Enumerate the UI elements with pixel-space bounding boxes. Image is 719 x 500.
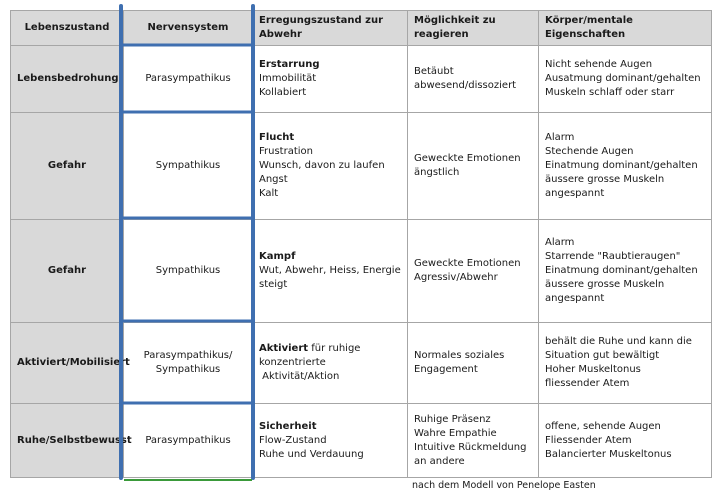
reaction-text: ängstlich — [414, 167, 460, 178]
body-text: fliessender Atem — [545, 378, 630, 389]
table-row — [11, 113, 712, 220]
nerv-cell — [124, 113, 253, 220]
arousal-text: Angst — [259, 174, 288, 185]
table-header-row — [11, 11, 712, 46]
body-text: offene, sehende Augen — [545, 420, 661, 432]
body-text: Balancierter Muskeltonus — [545, 448, 672, 460]
arousal-heading: Sicherheit — [259, 420, 317, 432]
body-text: Einatmung dominant/gehalten — [545, 160, 698, 171]
body-cell — [539, 113, 712, 220]
body-text: angespannt — [545, 293, 605, 304]
arousal-text: Frustration — [259, 146, 313, 157]
body-text: Ausatmung dominant/gehalten — [545, 73, 701, 84]
reaction-text: Ruhige Präsenz — [414, 413, 491, 425]
body-text: Einatmung dominant/gehalten — [545, 265, 698, 276]
reaction-text: Engagement — [414, 364, 478, 375]
reaction-cell — [408, 46, 539, 113]
header-erregungszustand: Erregungszustand zur Abwehr — [253, 11, 408, 46]
reaction-cell — [408, 220, 539, 323]
green-bottom-line — [124, 479, 252, 481]
body-text: äussere grosse Muskeln — [545, 174, 665, 185]
body-text: Starrende "Raubtieraugen" — [545, 251, 681, 262]
reaction-text: Normales soziales — [414, 350, 505, 361]
arousal-text: Ruhe und Verdauung — [259, 448, 364, 460]
table-row — [11, 323, 712, 404]
nerv-text: Parasympathikus — [145, 434, 231, 446]
arousal-text: Aktivität/Aktion — [259, 371, 340, 382]
state-cell: Lebensbedrohung — [11, 46, 124, 113]
state-cell: Aktiviert/Mobilisiert — [11, 323, 124, 404]
body-cell — [539, 220, 712, 323]
nerv-text: Parasympathikus — [145, 73, 231, 84]
reaction-text: abwesend/dissoziert — [414, 80, 517, 91]
arousal-text: steigt — [259, 279, 288, 290]
arousal-heading: Flucht — [259, 132, 295, 143]
body-cell — [539, 323, 712, 404]
header-reaktion: Möglichkeit zu reagieren — [408, 11, 539, 46]
nerv-cell — [124, 220, 253, 323]
arousal-heading: Aktiviert — [259, 343, 309, 354]
body-cell — [539, 404, 712, 478]
arousal-heading: Erstarrung — [259, 59, 320, 70]
footer-credit: nach dem Modell von Penelope Easten — [412, 480, 596, 491]
nerv-text: Sympathikus — [155, 364, 221, 375]
body-text: Fliessender Atem — [545, 434, 632, 446]
arousal-text: Wunsch, davon zu laufen — [259, 160, 385, 171]
arousal-text: Immobilität — [259, 73, 317, 84]
body-text: behält die Ruhe und kann die — [545, 336, 692, 347]
reaction-text: Betäubt — [414, 66, 454, 77]
body-cell — [539, 46, 712, 113]
nerv-cell — [124, 404, 253, 478]
state-cell: Ruhe/Selbstbewusst — [11, 404, 124, 478]
body-text: Situation gut bewältigt — [545, 350, 660, 361]
body-text: Nicht sehende Augen — [545, 59, 653, 70]
nerv-cell — [124, 46, 253, 113]
arousal-text: Wut, Abwehr, Heiss, Energie — [259, 265, 401, 276]
nerv-text: Sympathikus — [155, 160, 221, 171]
nerv-text: Sympathikus — [155, 265, 221, 276]
arousal-text: Kalt — [259, 188, 279, 199]
reaction-cell — [408, 404, 539, 478]
reaction-text: an andere — [414, 455, 465, 467]
body-text: angespannt — [545, 188, 605, 199]
body-text: Alarm — [545, 132, 575, 143]
arousal-text: Kollabiert — [259, 87, 307, 98]
body-text: äussere grosse Muskeln — [545, 279, 665, 290]
state-cell: Gefahr — [11, 113, 124, 220]
arousal-cell — [253, 113, 408, 220]
arousal-text: konzentrierte — [259, 357, 326, 368]
body-text: Stechende Augen — [545, 146, 634, 157]
state-cell: Gefahr — [11, 220, 124, 323]
body-text: Muskeln schlaff oder starr — [545, 87, 675, 98]
nerv-cell — [124, 323, 253, 404]
table-row — [11, 404, 712, 478]
arousal-text: für ruhige — [308, 343, 361, 354]
reaction-cell — [408, 113, 539, 220]
nervous-system-table — [10, 10, 712, 478]
arousal-text: Flow-Zustand — [259, 434, 327, 446]
body-text: Hoher Muskeltonus — [545, 364, 641, 375]
arousal-heading: Kampf — [259, 251, 296, 262]
reaction-text: Geweckte Emotionen — [414, 153, 521, 164]
header-lebenszustand: Lebenszustand — [11, 11, 124, 46]
nerv-text: Parasympathikus/ — [143, 350, 233, 361]
arousal-cell — [253, 323, 408, 404]
arousal-cell — [253, 404, 408, 478]
reaction-text: Intuitive Rückmeldung — [414, 441, 527, 453]
header-nervensystem: Nervensystem — [124, 11, 253, 46]
arousal-cell — [253, 46, 408, 113]
reaction-text: Agressiv/Abwehr — [414, 272, 498, 283]
table-row — [11, 46, 712, 113]
header-eigenschaften: Körper/mentale Eigenschaften — [539, 11, 712, 46]
arousal-cell — [253, 220, 408, 323]
reaction-text: Geweckte Emotionen — [414, 258, 521, 269]
body-text: Alarm — [545, 237, 575, 248]
reaction-cell — [408, 323, 539, 404]
reaction-text: Wahre Empathie — [414, 427, 497, 439]
table-row — [11, 220, 712, 323]
